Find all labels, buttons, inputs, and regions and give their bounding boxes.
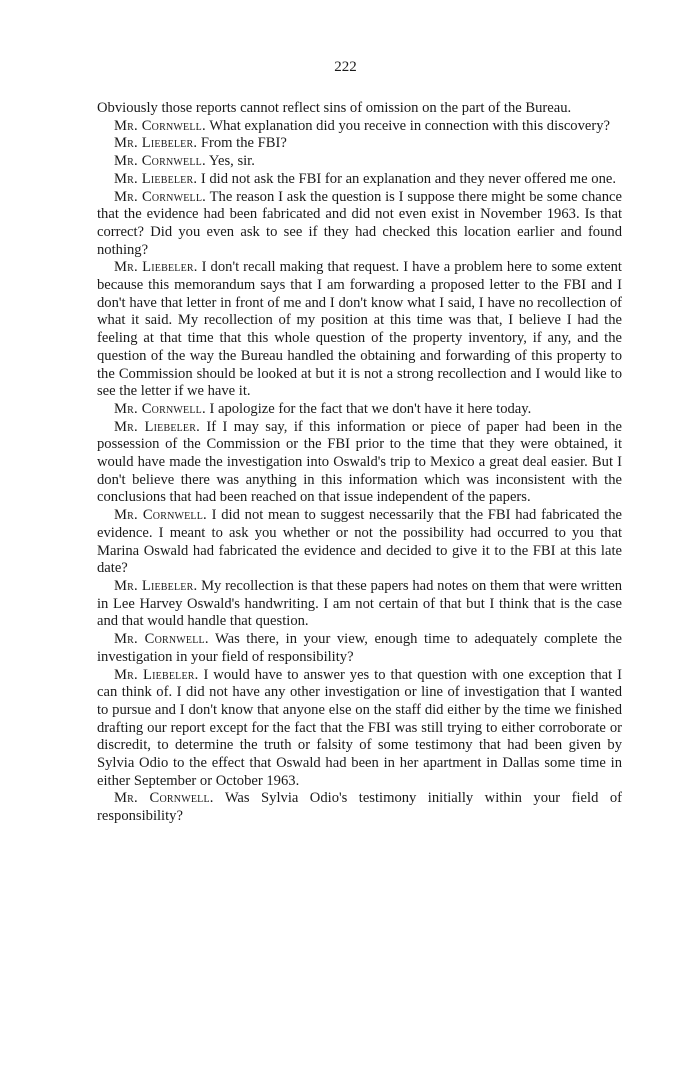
paragraph (97, 189, 622, 260)
page-number: 222 (334, 59, 357, 75)
paragraph (97, 153, 622, 171)
paragraph-text: The reason I ask the question is I suppose there might be some chance that the evidence had been fabricated and did not even exist in November 1963. Is that correct? Did you even ask to see if they had checked this location earlier and found nothing? (97, 188, 622, 258)
paragraph-text: My recollection is that these papers had notes on them that were written in Lee Harvey Oswald's handwriting. I am not certain of that but I think that is the case and that would handle that question. (97, 577, 622, 630)
speaker-name: Mr. Liebeler. (114, 418, 200, 435)
speaker-name: Mr. Cornwell. (114, 507, 207, 524)
paragraph (97, 631, 622, 666)
paragraph (97, 419, 622, 508)
paragraph-text: I did not mean to suggest necessarily that the FBI had fabricated the evidence. I meant to ask you whether or not the possibility had occurred to you that Marina Oswald had fabricated the evidence and decided to give it to the FBI at this late date? (97, 507, 622, 577)
paragraph (97, 790, 622, 825)
paragraph (97, 135, 622, 153)
paragraph-text: What explanation did you receive in connection with this discovery? (209, 117, 611, 134)
paragraph (97, 401, 622, 419)
paragraph-text: I apologize for the fact that we don't have it here today. (209, 400, 532, 417)
paragraph (97, 171, 622, 189)
paragraph-text: Yes, sir. (208, 153, 255, 170)
speaker-name: Mr. Liebeler. (114, 259, 198, 276)
speaker-name: Mr. Cornwell. (114, 153, 206, 170)
paragraph-text: If I may say, if this information or piece of paper had been in the possession of the Commission or the FBI prior to the time that they were obtained, it would have made the investigation into Oswald's trip to Mexico a great deal easier. But I don't believe there was anything in this information which was inconsistent with the conclusions that had been reached on that issue independent of the papers. (97, 418, 622, 506)
paragraph (97, 667, 622, 791)
paragraph (97, 578, 622, 631)
paragraph (97, 507, 622, 578)
speaker-name: Mr. Liebeler. (114, 170, 198, 187)
paragraph-text: I would have to answer yes to that question with one exception that I can think of. I did not have any other investigation or line of investigation that I wanted to pursue and I don't know that anyone else on the staff did either by the time we finished drafting our report except for the fact that the FBI was still trying to either corroborate or discredit, to determine the truth or falsity of some testimony that had been given by Sylvia Odio to the effect that Oswald had been in her apartment in Dallas some time in either September or October 1963. (97, 666, 622, 789)
paragraph-text: Was Sylvia Odio's testimony initially within your field of responsibility? (97, 790, 622, 825)
speaker-name: Mr. Cornwell. (114, 790, 214, 807)
speaker-name: Mr. Liebeler. (114, 135, 198, 152)
speaker-name: Mr. Cornwell. (114, 400, 206, 417)
transcript-body (97, 100, 622, 826)
paragraph-text: Was there, in your view, enough time to adequately complete the investigation in your field of responsibility? (97, 631, 622, 665)
paragraph (97, 259, 622, 401)
speaker-name: Mr. Cornwell. (114, 117, 206, 134)
paragraph-text: Obviously those reports cannot reflect sins of omission on the part of the Bureau. (97, 100, 572, 116)
speaker-name: Mr. Cornwell. (114, 631, 209, 648)
paragraph (97, 100, 622, 118)
paragraph-text: I did not ask the FBI for an explanation and they never offered me one. (200, 170, 616, 187)
speaker-name: Mr. Liebeler. (114, 666, 199, 683)
paragraph-text: From the FBI? (200, 135, 287, 152)
speaker-name: Mr. Liebeler. (114, 577, 198, 594)
paragraph (97, 118, 622, 136)
paragraph-text: I don't recall making that request. I have a problem here to some extent because this memorandum says that I am forwarding a proposed letter to the FBI and I don't have that letter in front of me and I don't know what I said, I have no recollection of what it said. My recollection of my position at this time was that, I believe I had the feeling at that time that this whole question of the property inventory, if any, and the question of the way the Bureau handled the obtaining and forwarding of this property to the Commission should be looked at but it is not a strong recollection and I would like to see the letter if we have it. (97, 259, 622, 400)
speaker-name: Mr. Cornwell. (114, 188, 207, 205)
